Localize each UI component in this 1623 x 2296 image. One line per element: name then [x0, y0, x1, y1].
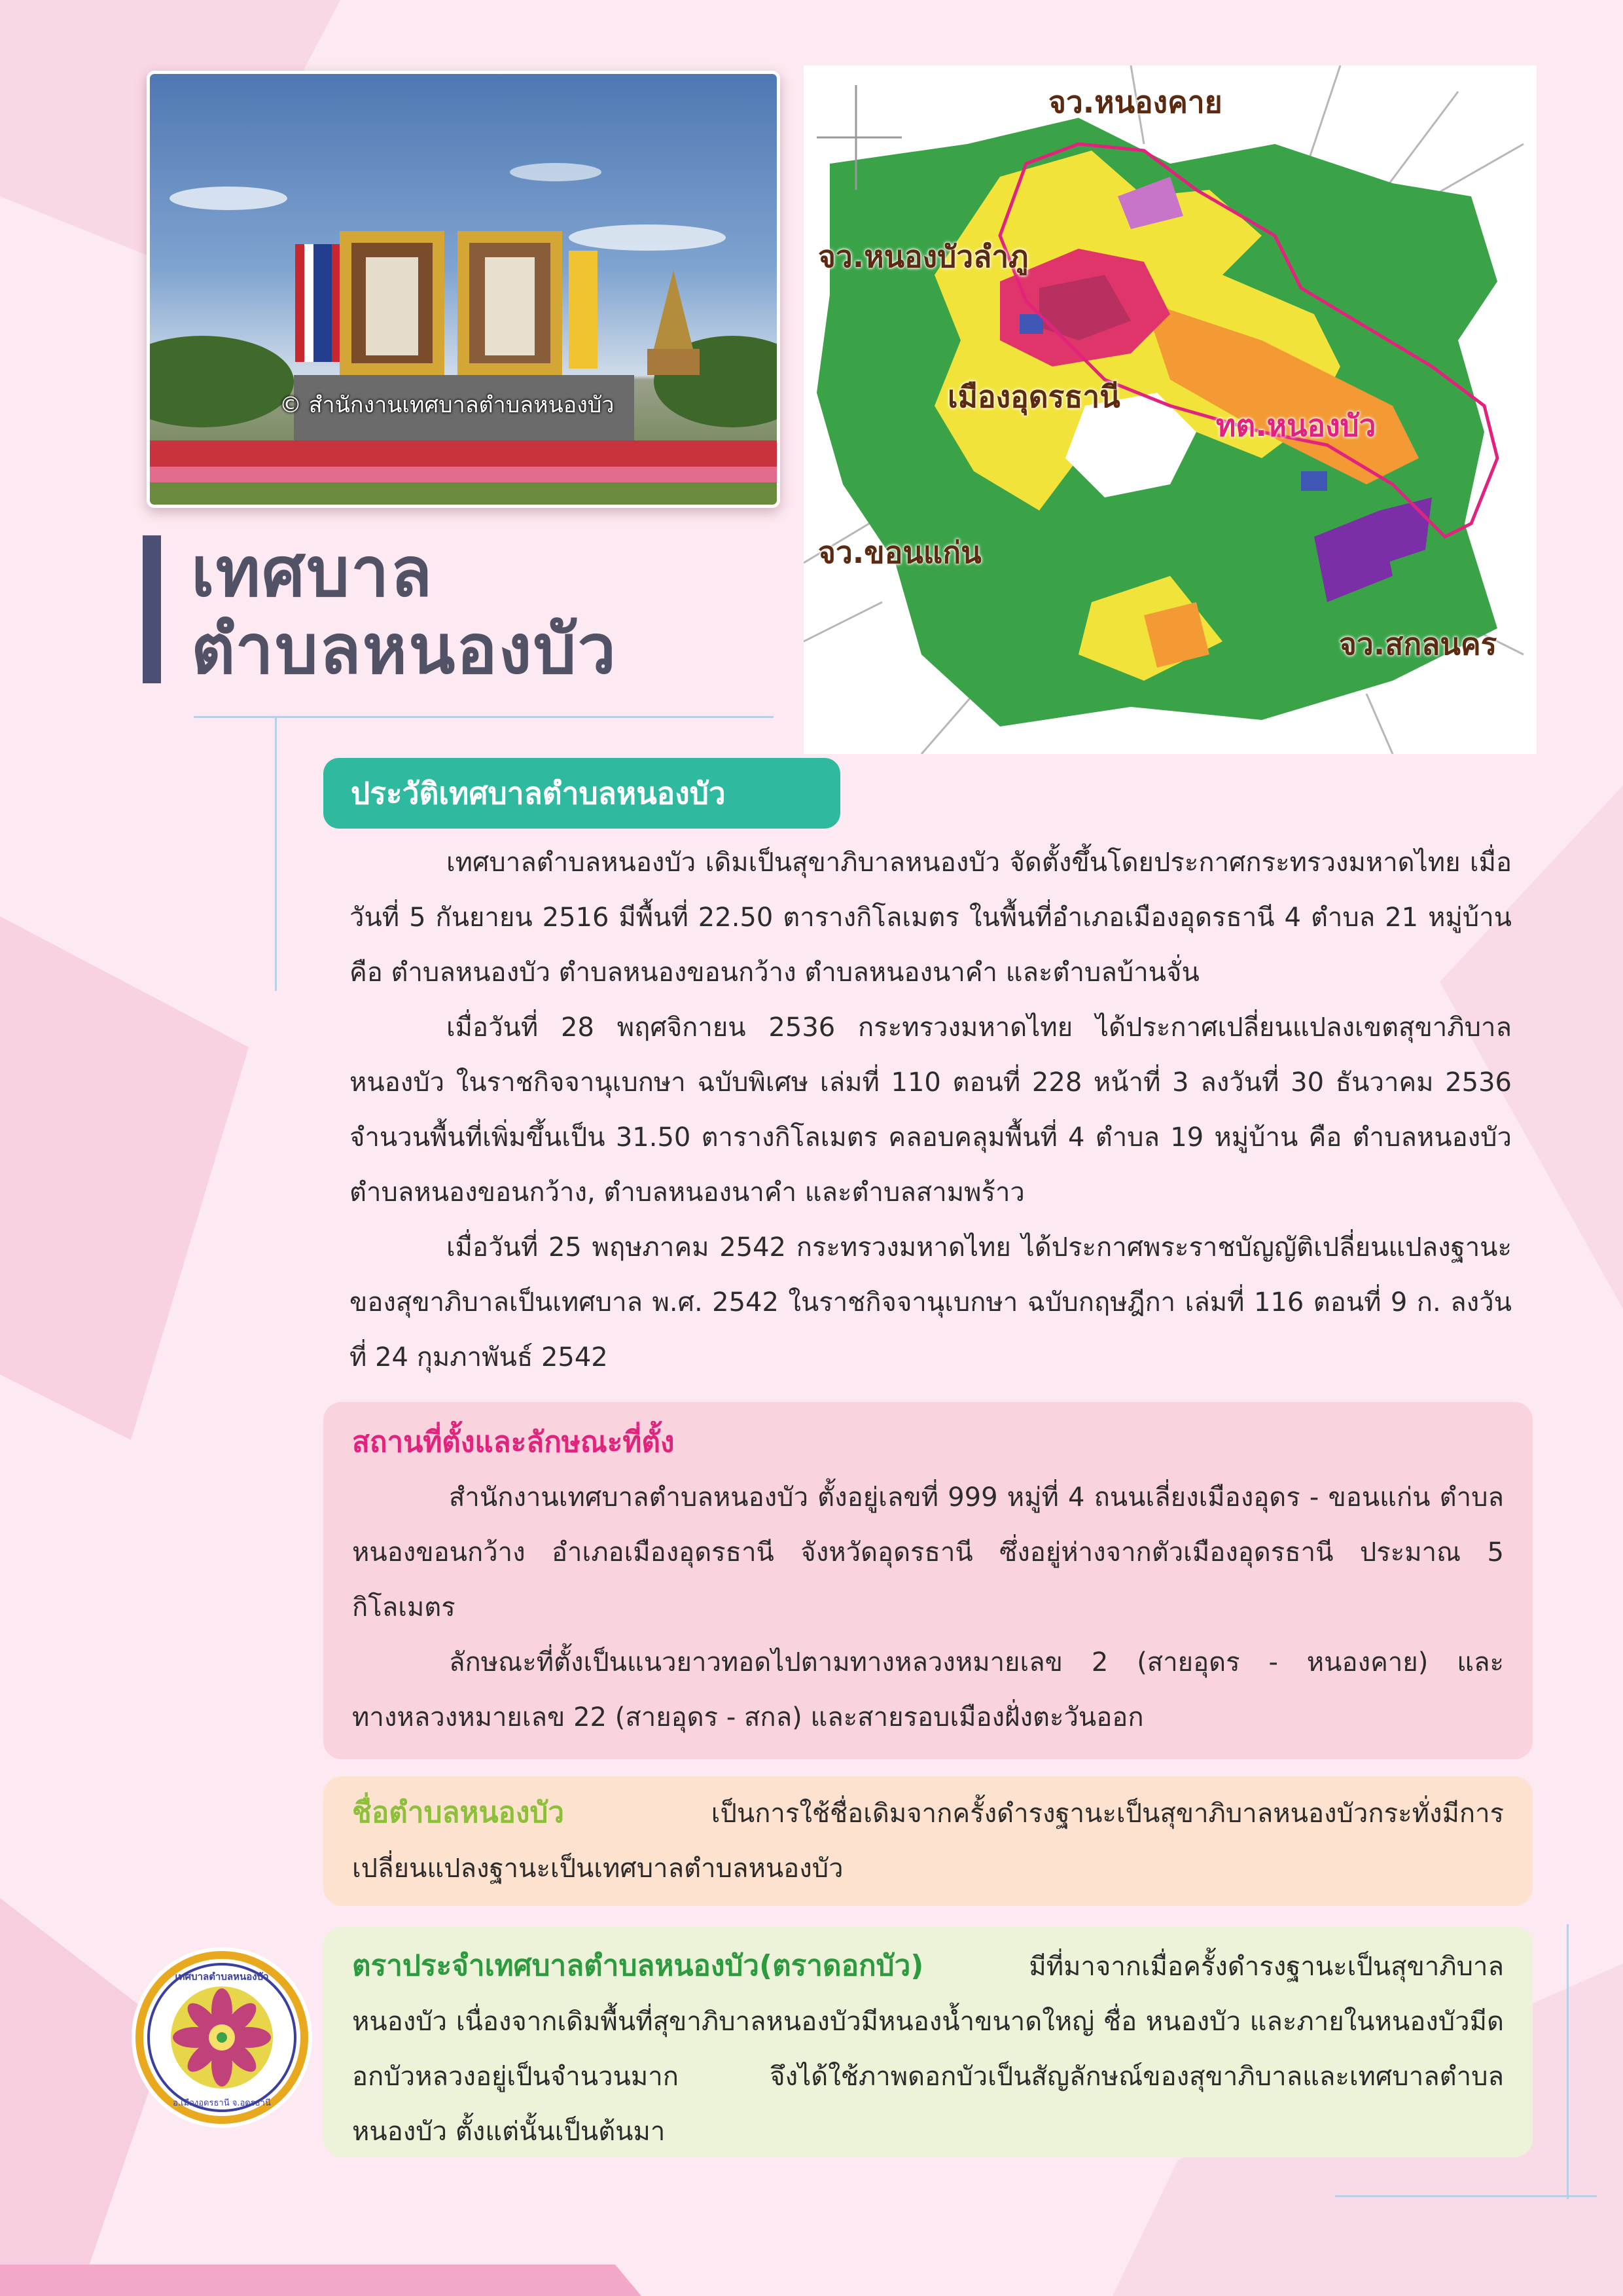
name-origin-box — [323, 1776, 1533, 1906]
decorative-line-vertical — [1567, 1924, 1569, 2199]
location-paragraph-2: ลักษณะที่ตั้งเป็นแนวยาวทอดไปตามทางหลวงหมายเลข 2 (สายอุดร - หนองคาย) และทางหลวงหมายเลข 22 (สายอุดร - สกล) และสายรอบเมืองฝั่งตะวันออก — [352, 1647, 1504, 1732]
seal-logo-text-bottom: อ.เมืองอุดรธานี จ.อุดรธานี — [173, 2098, 271, 2108]
municipal-seal-logo — [130, 1945, 314, 2130]
history-paragraph-2: เมื่อวันที่ 28 พฤศจิกายน 2536 กระทรวงมหาดไทย ได้ประกาศเปลี่ยนแปลงเขตสุขาภิบาลหนองบัว ในราชกิจจานุเบกษา ฉบับพิเศษ เล่มที่ 110 ตอนที่ 228 หน้าที่ 3 ลงวันที่ 30 ธันวาคม 2536 จำนวนพื้นที่เพิ่มขึ้นเป็น 31.50 ตารางกิโลเมตร คลอบคลุมพื้นที่ 4 ตำบล 19 หมู่บ้าน คือ ตำบลหนองบัว ตำบลหนองขอนกว้าง, ตำบลหนองนาคำ และตำบลสามพร้าว — [349, 1013, 1512, 1208]
page-title-line2: ตำบลหนองบัว — [191, 609, 617, 689]
map-label-nongkhai: จว.หนองคาย — [1048, 84, 1222, 120]
history-heading: ประวัติเทศบาลตำบลหนองบัว — [323, 758, 840, 829]
title-divider — [194, 716, 774, 718]
location-paragraph-1: สำนักงานเทศบาลตำบลหนองบัว ตั้งอยู่เลขที่ 999 หมู่ที่ 4 ถนนเลี่ยงเมืองอุดร - ขอนแก่น ตำบลหนองขอนกว้าง อำเภอเมืองอุดรธานี จังหวัดอุดรธานี ซึ่งอยู่ห่างจากตัวเมืองอุดรธานี ประมาณ 5 กิโลเมตร — [352, 1482, 1504, 1623]
history-body — [349, 835, 1512, 1385]
history-paragraph-1: เทศบาลตำบลหนองบัว เดิมเป็นสุขาภิบาลหนองบัว จัดตั้งขึ้นโดยประกาศกระทรวงมหาดไทย เมื่อวันที่ 5 กันยายน 2516 มีพื้นที่ 22.50 ตารางกิโลเมตร ในพื้นที่อำเภอเมืองอุดรธานี 4 ตำบล 21 หมู่บ้าน คือ ตำบลหนองบัว ตำบลหนองขอนกว้าง ตำบลหนองนาคำ และตำบลบ้านจั่น — [349, 848, 1512, 988]
map-label-sakonnakhon: จว.สกลนคร — [1339, 626, 1497, 662]
title-accent-bar — [143, 535, 161, 683]
seal-logo-text-top: เทศบาลตำบลหนองบัว — [175, 1971, 269, 1982]
seal-text: มีที่มาจากเมื่อครั้งดำรงฐานะเป็นสุขาภิบาลหนองบัว เนื่องจากเดิมพื้นที่สุขาภิบาลหนองบัวมีหนองน้ำขนาดใหญ่ ชื่อ หนองบัว และภายในหนองบัวมีดอกบัวหลวงอยู่เป็นจำนวนมาก จึงได้ใช้ภาพดอกบัวเป็นสัญลักษณ์ของสุขาภิบาลและเทศบาลตำบลหนองบัว ตั้งแต่นั้นเป็นต้นมา — [352, 1952, 1505, 2147]
name-origin-text: เป็นการใช้ชื่อเดิมจากครั้งดำรงฐานะเป็นสุขาภิบาลหนองบัวกระทั่งมีการเปลี่ยนแปลงฐานะเป็นเทศบาลตำบลหนองบัว — [352, 1799, 1505, 1884]
map-label-nongbua-municipality: ทต.หนองบัว — [1216, 408, 1376, 443]
page-title-line1: เทศบาล — [191, 532, 434, 612]
map-label-nongbualamphu: จว.หนองบัวลำภู — [818, 239, 1029, 274]
vertical-divider — [275, 716, 277, 991]
decorative-line-horizontal — [1335, 2195, 1597, 2197]
map-label-mueang-udon: เมืองอุดรธานี — [948, 379, 1120, 414]
history-paragraph-3: เมื่อวันที่ 25 พฤษภาคม 2542 กระทรวงมหาดไทย ได้ประกาศพระราชบัญญัติเปลี่ยนแปลงฐานะของสุขาภิบาลเป็นเทศบาล พ.ศ. 2542 ในราชกิจจานุเบกษา ฉบับกฤษฎีกา เล่มที่ 116 ตอนที่ 9 ก. ลงวันที่ 24 กุมภาพันธ์ 2542 — [349, 1232, 1512, 1372]
municipal-sign-photo — [147, 71, 780, 508]
seal-box — [323, 1927, 1533, 2157]
name-origin-heading: ชื่อตำบลหนองบัว — [352, 1796, 565, 1829]
location-box — [323, 1402, 1533, 1759]
seal-heading: ตราประจำเทศบาลตำบลหนองบัว(ตราดอกบัว) — [352, 1949, 924, 1982]
area-map — [804, 65, 1537, 754]
location-heading: สถานที่ตั้งและลักษณะที่ตั้ง — [352, 1426, 675, 1459]
map-label-khonkaen: จว.ขอนแก่น — [818, 535, 982, 570]
photo-credit: © สำนักงานเทศบาลตำบลหนองบัว — [279, 392, 615, 418]
